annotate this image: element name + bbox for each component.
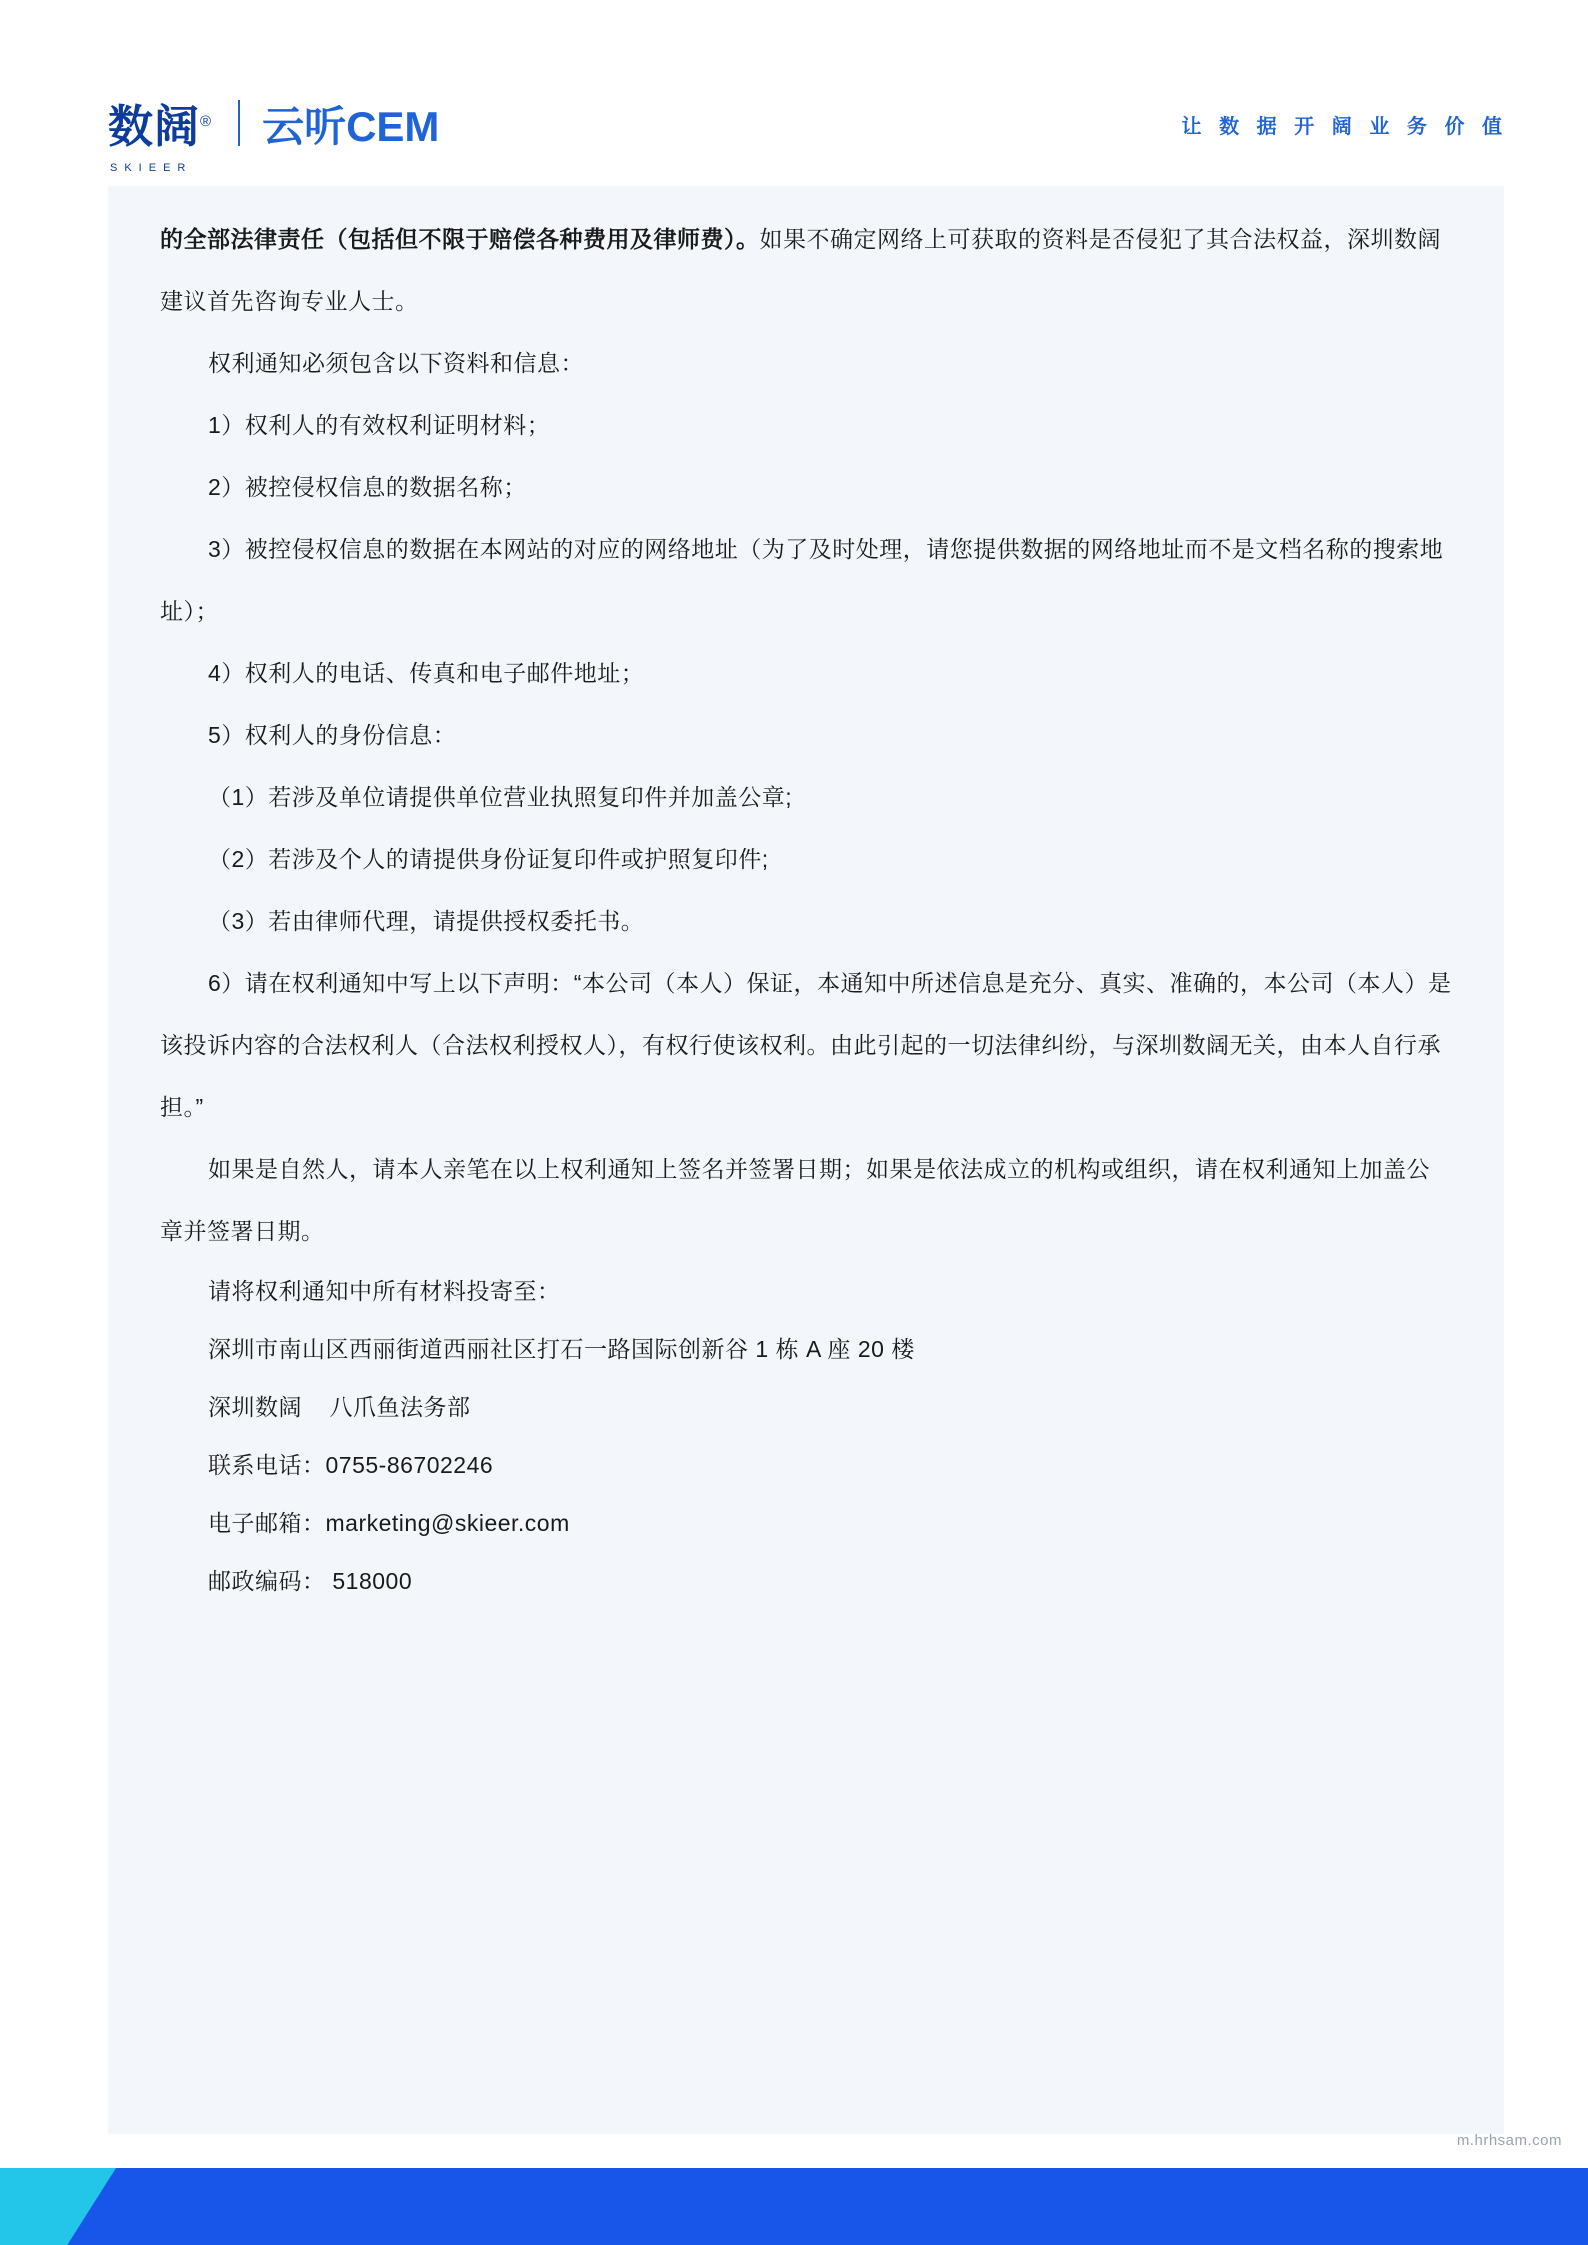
sub-item-3: （3）若由律师代理，请提供授权委托书。 [208, 908, 645, 934]
paragraph-mailing-intro: 请将权利通知中所有材料投寄至： [208, 1278, 561, 1304]
header-tagline: 让 数 据 开 阔 业 务 价 值 [1181, 116, 1508, 138]
contact-email: 电子邮箱：marketing@skieer.com [208, 1510, 570, 1536]
brand-logo [108, 88, 440, 174]
paragraph-signature-rules: 如果是自然人，请本人亲笔在以上权利通知上签名并签署日期；如果是依法成立的机构或组织，请在权利通知上加盖公章并签署日期。 [160, 1156, 1430, 1244]
sub-item-1: （1）若涉及单位请提供单位营业执照复印件并加盖公章; [208, 784, 793, 810]
list-item-2: 2）被控侵权信息的数据名称； [208, 474, 527, 500]
product-name: 云听CEM [262, 103, 440, 150]
mailing-address: 深圳市南山区西丽街道西丽社区打石一路国际创新谷 1 栋 A 座 20 楼 [208, 1336, 915, 1362]
document-content [108, 186, 1504, 2134]
mailing-department: 深圳数阔 八爪鱼法务部 [208, 1394, 471, 1420]
paragraph-legal-liability-bold: 的全部法律责任（包括但不限于赔偿各种费用及律师费）。 [160, 226, 760, 252]
paragraph-legal-liability-rest: 如果不确定网络上可获取的资料是否侵犯了其合法权益，深圳数阔建议首先咨询专业人士。 [160, 226, 1441, 314]
logo-chinese-text: 数阔 [108, 101, 201, 152]
page-header [0, 0, 1588, 186]
list-item-3: 3）被控侵权信息的数据在本网站的对应的网络地址（为了及时处理，请您提供数据的网络地址而不是文档名称的搜索地址）； [160, 536, 1444, 624]
list-item-4: 4）权利人的电话、传真和电子邮件地址； [208, 660, 645, 686]
logo-latin-name: SKIEER [110, 162, 193, 174]
paragraph-legal-liability [160, 208, 1452, 332]
footer-color-bar [0, 2168, 1588, 2245]
contact-phone: 联系电话：0755-86702246 [208, 1452, 494, 1478]
postal-code: 邮政编码： 518000 [208, 1568, 413, 1594]
list-item-5: 5）权利人的身份信息： [208, 722, 457, 748]
list-item-1: 1）权利人的有效权利证明材料； [208, 412, 551, 438]
sub-item-2: （2）若涉及个人的请提供身份证复印件或护照复印件; [208, 846, 769, 872]
footer-watermark-url: m.hrhsam.com [1456, 2132, 1562, 2149]
paragraph-notice-requirements: 权利通知必须包含以下资料和信息： [208, 350, 584, 376]
logo-divider [238, 100, 240, 146]
registered-trademark-icon: ® [200, 113, 213, 130]
logo-chinese-name [108, 99, 213, 174]
list-item-6: 6）请在权利通知中写上以下声明：“本公司（本人）保证，本通知中所述信息是充分、真实、准确的，本公司（本人）是该投诉内容的合法权利人（合法权利授权人），有权行使该权利。由此引起的一切法律纠纷，与深圳数阔无关，由本人自行承担。” [160, 970, 1452, 1120]
